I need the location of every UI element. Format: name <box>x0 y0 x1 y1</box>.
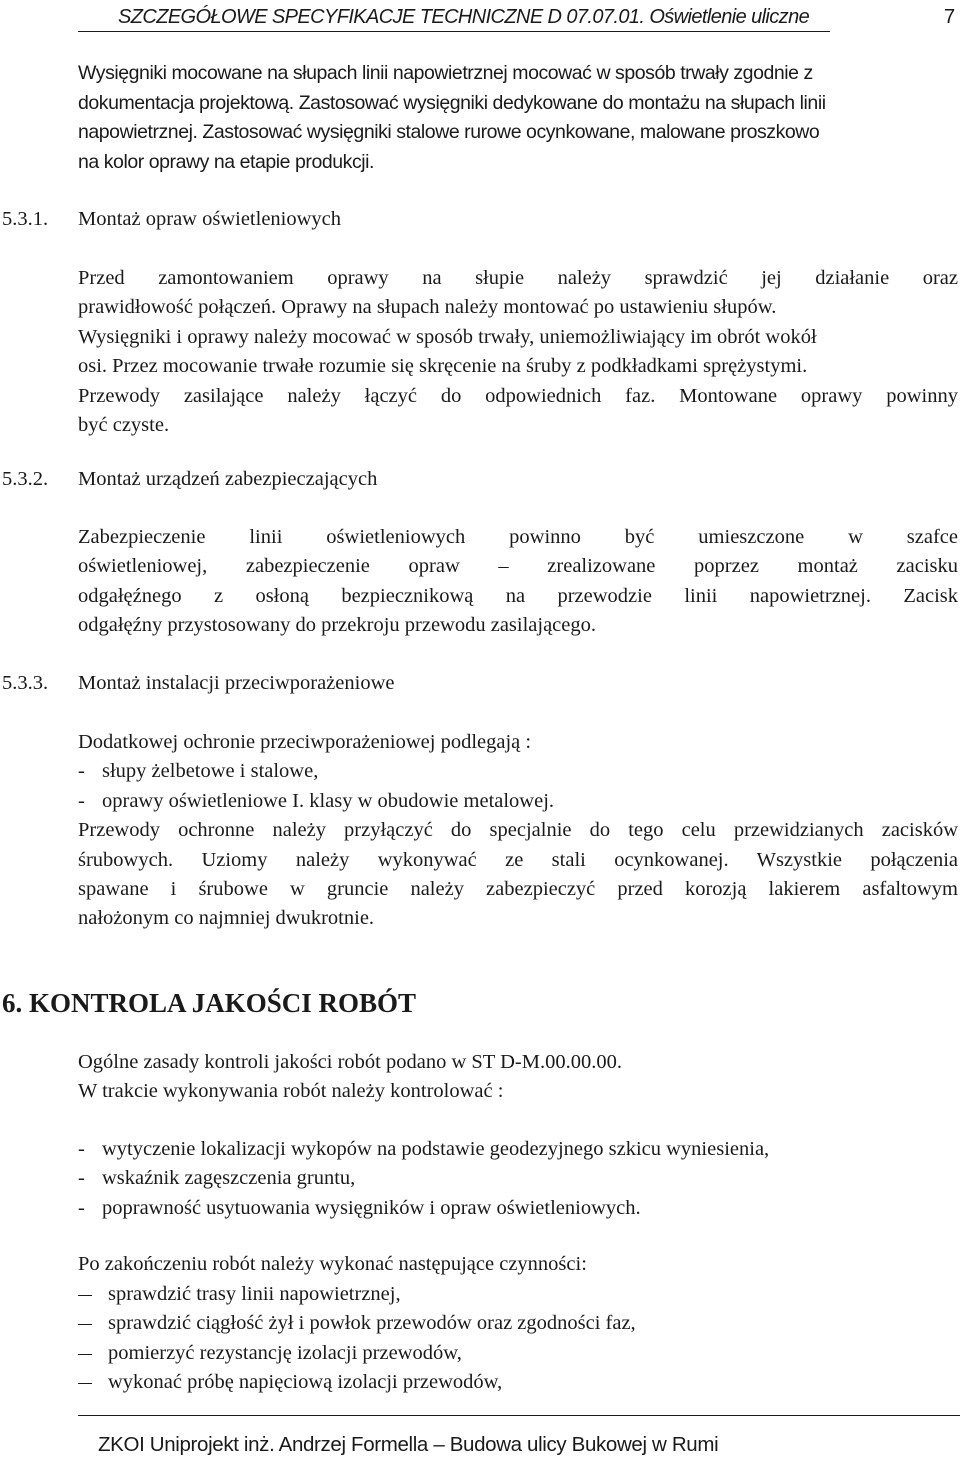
list-item: - wskaźnik zagęszczenia gruntu, <box>78 1167 356 1190</box>
section-number-532: 5.3.2. <box>2 468 49 490</box>
paragraph-line: nałożonym co najmniej dwukrotnie. <box>78 907 375 930</box>
paragraph-line: Przewody zasilające należy łączyć do odpowiednich faz. Montowane oprawy powinny <box>78 384 958 407</box>
page-header <box>0 4 960 34</box>
section-title-531: Montaż opraw oświetleniowych <box>78 208 342 230</box>
page-number: 7 <box>944 6 956 28</box>
paragraph-line: prawidłowość połączeń. Oprawy na słupach należy montować po ustawieniu słupów. <box>78 296 777 319</box>
section-title-533: Montaż instalacji przeciwporażeniowe <box>78 672 395 694</box>
list-item: sprawdzić trasy linii napowietrznej, <box>78 1280 958 1309</box>
paragraph-line: Zabezpieczenie linii oświetleniowych powinno być umieszczone w szafce <box>78 526 958 548</box>
paragraph-line: Ogólne zasady kontroli jakości robót podano w ST D-M.00.00.00. <box>78 1051 622 1073</box>
completion-list <box>78 1280 958 1398</box>
list-item: pomierzyć rezystancję izolacji przewodów, <box>78 1339 958 1368</box>
list-item: - oprawy oświetleniowe I. klasy w obudowie metalowej. <box>78 789 555 812</box>
section-533-body <box>78 728 958 934</box>
list-item: - wytyczenie lokalizacji wykopów na podstawie geodezyjnego szkicu wyniesienia, <box>78 1138 770 1160</box>
paragraph-line: Wysięgniki i oprawy należy mocować w sposób trwały, uniemożliwiający im obrót wokół <box>78 325 817 348</box>
paragraph-line: Przed zamontowaniem oprawy na słupie należy sprawdzić jej działanie oraz <box>78 267 958 289</box>
paragraph-line: Dodatkowej ochronie przeciwporażeniowej podlegają : <box>78 731 532 753</box>
paragraph-line: być czyste. <box>78 414 170 437</box>
completion-intro: Po zakończeniu robót należy wykonać następujące czynności: <box>78 1253 587 1275</box>
paragraph-line: spawane i śrubowe w gruncie należy zabezpieczyć przed korozją lakierem asfaltowym <box>78 878 958 901</box>
paragraph-line: osi. Przez mocowanie trwałe rozumie się skręcenie na śruby z podkładkami sprężystymi. <box>78 355 808 378</box>
intro-line: na kolor oprawy na etapie produkcji. <box>78 150 374 173</box>
section-number-531: 5.3.1. <box>2 208 49 230</box>
paragraph-line: Przewody ochronne należy przyłączyć do specjalnie do tego celu przewidzianych zacisków <box>78 819 958 842</box>
header-underline <box>78 31 830 32</box>
paragraph-line: śrubowych. Uziomy należy wykonywać ze stali ocynkowanej. Wszystkie połączenia <box>78 848 958 871</box>
page-footer: ZKOI Uniprojekt inż. Andrzej Formella – Budowa ulicy Bukowej w Rumi <box>98 1433 719 1456</box>
section-title-532: Montaż urządzeń zabezpieczających <box>78 468 378 490</box>
intro-paragraph <box>78 59 960 177</box>
header-title: SZCZEGÓŁOWE SPECYFIKACJE TECHNICZNE D 07.07.01. Oświetlenie uliczne <box>118 6 810 28</box>
paragraph-line: odgałęźny przystosowany do przekroju przewodu zasilającego. <box>78 614 597 637</box>
paragraph-line: W trakcie wykonywania robót należy kontrolować : <box>78 1080 504 1103</box>
list-item: - słupy żelbetowe i stalowe, <box>78 760 319 783</box>
section-532-paragraph <box>78 523 958 641</box>
section-531-paragraph <box>78 264 958 440</box>
control-list <box>78 1135 958 1223</box>
list-item: wykonać próbę napięciową izolacji przewodów, <box>78 1368 958 1397</box>
footer-rule <box>78 1415 960 1416</box>
chapter-heading: 6. KONTROLA JAKOŚCI ROBÓT <box>2 988 417 1018</box>
paragraph-line: odgałęźnego z osłoną bezpiecznikową na przewodzie linii napowietrznej. Zacisk <box>78 584 958 607</box>
paragraph-line: oświetleniowej, zabezpieczenie opraw – zrealizowane poprzez montaż zacisku <box>78 555 958 578</box>
intro-line: napowietrznej. Zastosować wysięgniki stalowe rurowe ocynkowane, malowane proszkowo <box>78 121 820 144</box>
list-item: sprawdzić ciągłość żył i powłok przewodów oraz zgodności faz, <box>78 1309 958 1338</box>
intro-line: dokumentacja projektową. Zastosować wysięgniki dedykowane do montażu na słupach linii <box>78 91 826 114</box>
list-item: - poprawność usytuowania wysięgników i opraw oświetleniowych. <box>78 1196 641 1219</box>
intro-line: Wysięgniki mocowane na słupach linii napowietrznej mocować w sposób trwały zgodnie z <box>78 62 813 84</box>
quality-control-intro <box>78 1048 958 1107</box>
section-number-533: 5.3.3. <box>2 672 49 694</box>
